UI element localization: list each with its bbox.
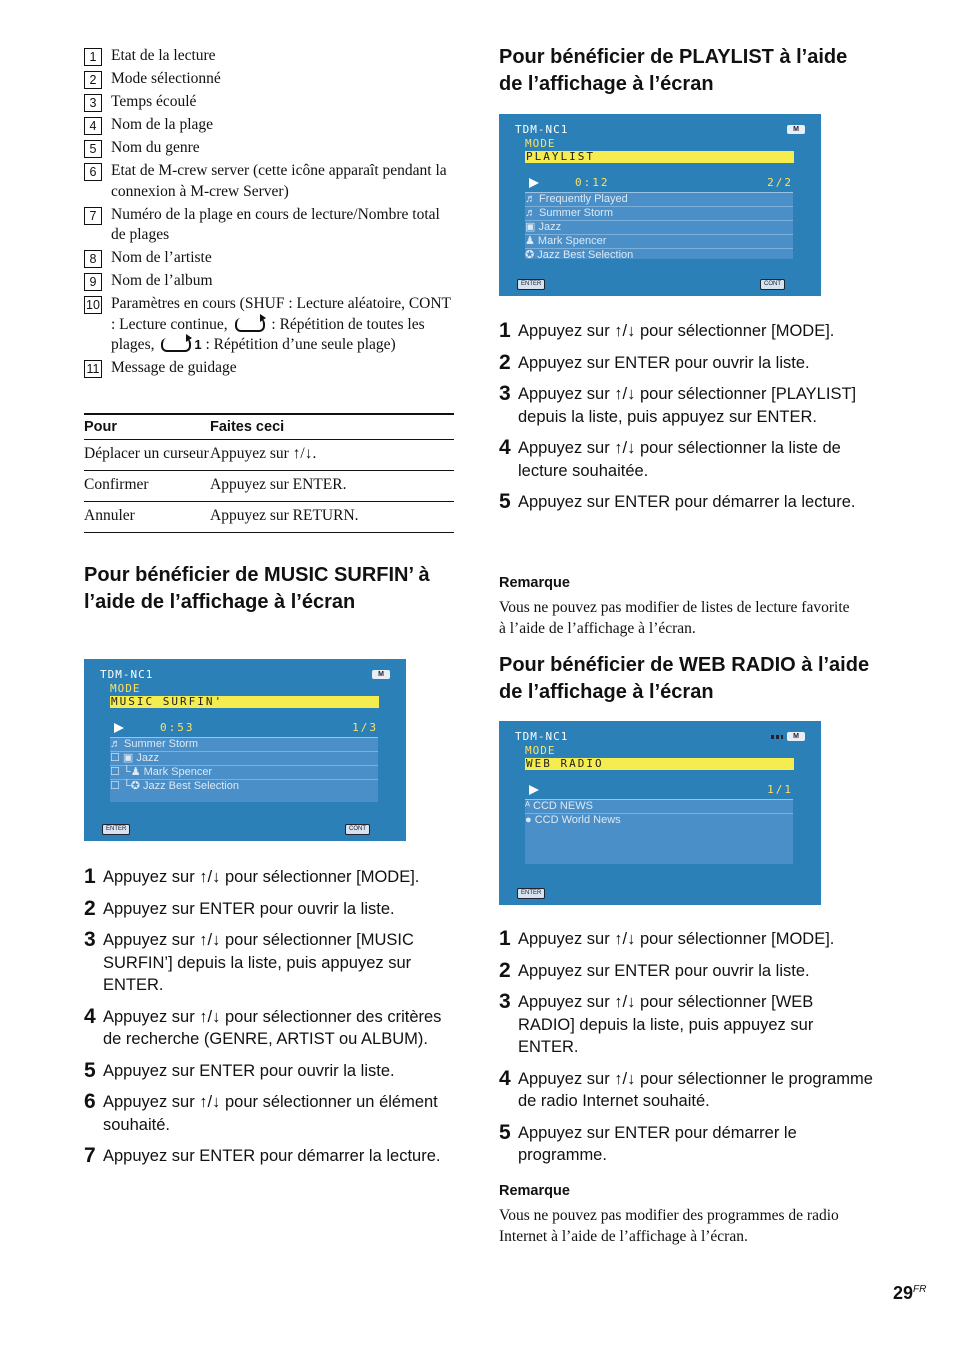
step-text: Appuyez sur ENTER pour ouvrir la liste.	[518, 353, 810, 372]
steps-playlist	[499, 320, 873, 523]
table-cell: Appuyez sur ↑/↓.	[210, 440, 454, 471]
m-crew-icon: M	[787, 732, 805, 741]
legend-number: 2	[84, 71, 102, 89]
steps-web-radio	[499, 928, 873, 1176]
m-crew-icon: M	[372, 670, 390, 679]
list-item: ☐ └♟ Mark Spencer	[110, 766, 378, 780]
step-text: Appuyez sur ↑/↓ pour sélectionner le programme de radio Internet souhaité.	[518, 1069, 873, 1110]
legend-item	[84, 92, 454, 113]
legend-number: 5	[84, 140, 102, 158]
list-item: ♬ Frequently Played	[525, 193, 793, 207]
screen-web-radio	[499, 721, 821, 905]
screen-mode-label: MODE	[525, 137, 556, 150]
screen-time: 0:12	[575, 176, 610, 189]
screen-track-count: 1/3	[352, 721, 378, 734]
step-text: Appuyez sur ENTER pour démarrer la lecture.	[103, 1147, 441, 1165]
step-text: Appuyez sur ↑/↓ pour sélectionner [MODE].	[518, 322, 835, 340]
legend-item	[84, 115, 454, 136]
list-item: ☐ └✪ Jazz Best Selection	[110, 780, 239, 792]
legend-text: Nom de l’artiste	[111, 249, 212, 266]
legend-item	[84, 161, 454, 202]
remark-heading: Remarque	[499, 575, 570, 591]
step-text: Appuyez sur ENTER pour ouvrir la liste.	[103, 1061, 395, 1080]
step-text: Appuyez sur ↑/↓ pour sélectionner [MUSIC SURFIN’] depuis la liste, puis appuyez sur ENTER.	[103, 931, 414, 994]
screen-mode-label: MODE	[110, 682, 141, 695]
step-number: 3	[84, 928, 96, 951]
screen-enter-label: ENTER	[517, 888, 545, 899]
screen-model: TDM-NC1	[100, 668, 154, 681]
screen-track-count: 2/2	[767, 176, 793, 189]
legend-text: Message de guidage	[111, 359, 237, 376]
step-item	[84, 1091, 456, 1136]
legend-text: Numéro de la plage en cours de lecture/Nombre total de plages	[111, 205, 440, 243]
step-text: Appuyez sur ENTER pour ouvrir la liste.	[518, 961, 810, 980]
legend-item	[84, 46, 454, 67]
remark-heading: Remarque	[499, 1183, 570, 1199]
section-heading-web-radio: Pour bénéficier de WEB RADIO à l’aide de l’affichage à l’écran	[499, 654, 870, 703]
step-text: Appuyez sur ↑/↓ pour sélectionner [PLAYLIST] depuis la liste, puis appuyez sur ENTER.	[518, 385, 857, 426]
table-row	[84, 502, 454, 533]
legend-text	[111, 294, 454, 356]
screen-status	[114, 721, 378, 735]
list-item: ♬ Summer Storm	[110, 738, 378, 752]
play-icon	[114, 723, 124, 733]
step-number: 5	[499, 1120, 511, 1144]
screen-mode-label: MODE	[525, 744, 556, 757]
step-text: Appuyez sur ↑/↓ pour sélectionner la liste de lecture souhaitée.	[518, 439, 841, 480]
step-text: Appuyez sur ENTER pour ouvrir la liste.	[103, 899, 395, 918]
table-header: Faites ceci	[210, 414, 454, 440]
step-text: Appuyez sur ↑/↓ pour sélectionner [MODE].	[103, 868, 420, 886]
table-cell: Confirmer	[84, 471, 210, 502]
signal-icon	[771, 735, 783, 739]
step-item	[499, 991, 873, 1059]
screen-model: TDM-NC1	[515, 730, 569, 743]
list-item: ▣ Jazz	[525, 221, 793, 235]
screen-list	[525, 799, 793, 864]
step-item	[84, 866, 456, 889]
step-text: Appuyez sur ↑/↓ pour sélectionner [MODE].	[518, 930, 835, 948]
legend-item	[84, 358, 454, 379]
page-number	[893, 1283, 926, 1304]
step-number: 2	[84, 896, 96, 920]
page-number-value: 29	[893, 1283, 914, 1303]
screen-model: TDM-NC1	[515, 123, 569, 136]
legend-number: 11	[84, 360, 102, 378]
screen-list	[110, 737, 378, 802]
step-item	[84, 898, 456, 921]
step-item	[84, 929, 456, 997]
step-number: 5	[499, 490, 511, 513]
play-icon	[529, 178, 539, 188]
step-number: 2	[499, 958, 511, 982]
table-cell: Annuler	[84, 502, 210, 533]
screen-status	[529, 176, 793, 190]
screen-status	[529, 783, 793, 797]
step-number: 1	[499, 319, 511, 342]
list-item: ᴬ CCD NEWS	[525, 800, 793, 814]
step-item	[499, 383, 873, 428]
screen-mode-value: MUSIC SURFIN'	[110, 696, 379, 708]
step-number: 5	[84, 1058, 96, 1082]
legend-text: Nom de l’album	[111, 272, 213, 289]
legend-number: 1	[84, 48, 102, 66]
step-number: 4	[499, 1066, 511, 1090]
repeat-one-mark: 1	[194, 337, 202, 352]
screen-time: 0:53	[160, 721, 195, 734]
legend-item	[84, 205, 454, 246]
screen-cont-label: CONT	[760, 279, 785, 290]
step-number: 4	[499, 436, 511, 459]
screen-music-surfin	[84, 659, 406, 841]
step-number: 6	[84, 1090, 96, 1113]
legend-text-part: Paramètres en cours (SHUF : Lecture aléatoire, CONT : Lecture continue,	[111, 295, 451, 333]
legend-number: 7	[84, 207, 102, 225]
table-row	[84, 471, 454, 502]
screen-playlist	[499, 114, 821, 296]
legend-text: Temps écoulé	[111, 93, 197, 110]
step-item	[499, 1068, 873, 1113]
step-text: Appuyez sur ENTER pour démarrer la lecture.	[518, 493, 856, 511]
page-number-suffix: FR	[913, 1284, 927, 1295]
legend-number: 9	[84, 273, 102, 291]
step-item	[499, 960, 873, 983]
table-header-row	[84, 414, 454, 440]
repeat-one-icon	[161, 338, 191, 352]
screen-enter-label: ENTER	[517, 279, 545, 290]
screen-enter-label: ENTER	[102, 824, 130, 835]
list-item: ● CCD World News	[525, 814, 621, 826]
repeat-all-icon	[235, 318, 265, 332]
legend-list	[84, 46, 454, 381]
screen-mode-value: PLAYLIST	[525, 151, 794, 163]
table-cell: Appuyez sur RETURN.	[210, 502, 454, 533]
step-item	[499, 1122, 873, 1167]
legend-number: 8	[84, 250, 102, 268]
m-crew-icon: M	[787, 125, 805, 134]
action-table	[84, 413, 454, 533]
list-item: ☐ ▣ Jazz	[110, 752, 378, 766]
legend-text: Etat de M-crew server (cette icône apparaît pendant la connexion à M-crew Server)	[111, 162, 447, 200]
screen-cont-label: CONT	[345, 824, 370, 835]
step-item	[499, 491, 873, 514]
table-header: Pour	[84, 414, 210, 440]
legend-text: Nom de la plage	[111, 116, 214, 133]
step-number: 3	[499, 990, 511, 1013]
screen-track-count: 1/1	[767, 783, 793, 796]
legend-item	[84, 138, 454, 159]
legend-text-part: : Répétition de toutes les plages,	[111, 315, 425, 353]
steps-music-surfin	[84, 866, 456, 1177]
legend-text: Mode sélectionné	[111, 70, 221, 87]
step-item	[499, 928, 873, 951]
legend-text-part: : Répétition d’une seule plage)	[205, 336, 396, 353]
legend-number: 10	[84, 296, 102, 314]
step-number: 2	[499, 350, 511, 374]
step-number: 1	[499, 927, 511, 950]
table-cell: Déplacer un curseur	[84, 440, 210, 471]
step-number: 4	[84, 1004, 96, 1028]
legend-number: 6	[84, 163, 102, 181]
list-item: ♟ Mark Spencer	[525, 235, 793, 249]
legend-item	[84, 248, 454, 269]
step-text: Appuyez sur ↑/↓ pour sélectionner un élément souhaité.	[103, 1093, 438, 1134]
legend-number: 4	[84, 117, 102, 135]
play-icon	[529, 785, 539, 795]
list-item: ♬ Summer Storm	[525, 207, 793, 221]
step-item	[84, 1006, 456, 1051]
legend-item	[84, 294, 454, 356]
legend-text: Nom du genre	[111, 139, 200, 156]
legend-number: 3	[84, 94, 102, 112]
step-item	[499, 320, 873, 343]
step-text: Appuyez sur ↑/↓ pour sélectionner des critères de recherche (GENRE, ARTIST ou ALBUM).	[103, 1007, 442, 1048]
table-row	[84, 440, 454, 471]
step-number: 3	[499, 382, 511, 405]
screen-list	[525, 192, 793, 259]
legend-item	[84, 271, 454, 292]
section-heading-music-surfin: Pour bénéficier de MUSIC SURFIN’ à l’aide de l’affichage à l’écran	[84, 564, 430, 613]
step-number: 7	[84, 1144, 96, 1167]
list-item: ✪ Jazz Best Selection	[525, 249, 634, 261]
step-item	[499, 437, 873, 482]
step-text: Appuyez sur ENTER pour démarrer le programme.	[518, 1123, 797, 1164]
step-item	[84, 1145, 456, 1168]
step-item	[84, 1060, 456, 1083]
section-heading-playlist: Pour bénéficier de PLAYLIST à l’aide de l’affichage à l’écran	[499, 46, 848, 95]
screen-mode-value: WEB RADIO	[525, 758, 794, 770]
legend-item	[84, 69, 454, 90]
legend-text: Etat de la lecture	[111, 47, 216, 64]
step-number: 1	[84, 865, 96, 888]
step-item	[499, 352, 873, 375]
remark-text: Vous ne pouvez pas modifier de listes de lecture favorite à l’aide de l’affichage à l’écran.	[499, 599, 850, 637]
remark-text: Vous ne pouvez pas modifier des programmes de radio Internet à l’aide de l’affichage à l’écran.	[499, 1207, 839, 1245]
step-text: Appuyez sur ↑/↓ pour sélectionner [WEB RADIO] depuis la liste, puis appuyez sur ENTER.	[518, 993, 814, 1056]
table-cell: Appuyez sur ENTER.	[210, 471, 454, 502]
